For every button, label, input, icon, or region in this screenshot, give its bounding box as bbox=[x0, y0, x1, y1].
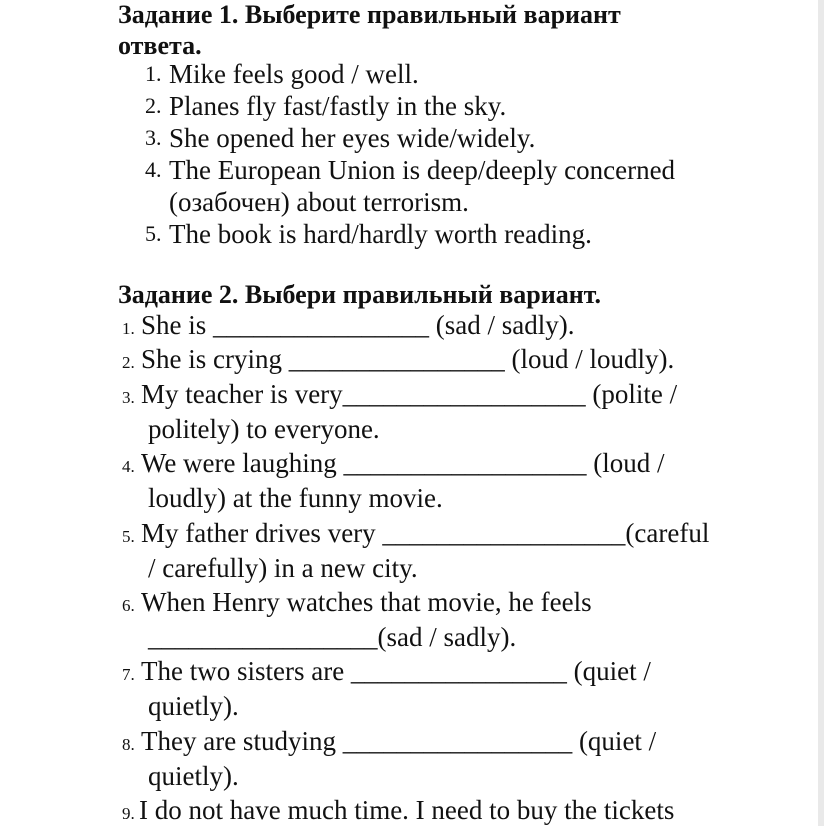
page-edge bbox=[818, 0, 824, 826]
item-number: 3. bbox=[122, 388, 135, 407]
task2-item-text: The two sisters are ________________ (quiet / bbox=[141, 656, 651, 686]
task2-item-text-cont: politely) to everyone. bbox=[148, 414, 380, 444]
task2-item-text-cont: quietly). bbox=[148, 761, 239, 791]
item-text: The European Union is deep/deeply concerned bbox=[169, 155, 676, 185]
task1-title-cont: ответа. bbox=[118, 31, 202, 60]
item-text: Planes fly fast/fastly in the sky. bbox=[169, 91, 507, 121]
item-number: 2. bbox=[145, 93, 162, 118]
task2-title: Задание 2. Выбери правильный вариант. bbox=[118, 280, 601, 309]
item-number: 5. bbox=[122, 527, 135, 546]
item-number: 1. bbox=[145, 61, 162, 86]
task2-item-text: I do not have much time. I need to buy the tickets bbox=[139, 795, 675, 825]
task2-item-text: We were laughing __________________ (loud / bbox=[141, 448, 665, 478]
task2-item-text-cont: / carefully) in a new city. bbox=[148, 553, 418, 583]
task1-item bbox=[145, 122, 675, 154]
item-number: 3. bbox=[145, 125, 162, 150]
item-text-cont: (озабочен) about terrorism. bbox=[169, 187, 469, 217]
item-number: 6. bbox=[122, 596, 135, 615]
item-text: The book is hard/hardly worth reading. bbox=[169, 219, 592, 249]
item-text: Mike feels good / well. bbox=[169, 59, 419, 89]
item-number: 1. bbox=[122, 319, 135, 338]
item-number: 8. bbox=[122, 735, 135, 754]
item-text: She opened her eyes wide/widely. bbox=[169, 123, 536, 153]
item-number: 9. bbox=[122, 804, 135, 823]
task2-item-text: She is ________________ (sad / sadly). bbox=[141, 310, 575, 340]
task2-item-text-cont: quietly). bbox=[148, 691, 239, 721]
task1-item bbox=[145, 218, 675, 250]
task2-item-text: When Henry watches that movie, he feels bbox=[141, 587, 592, 617]
item-number: 5. bbox=[145, 221, 162, 246]
task1-title: Задание 1. Выберите правильный вариант bbox=[118, 0, 621, 29]
task2-item-text: She is crying ________________ (loud / loudly). bbox=[141, 344, 675, 374]
task1-list bbox=[145, 58, 675, 250]
task1-item bbox=[145, 90, 675, 122]
task2-item-text-cont: _________________(sad / sadly). bbox=[148, 622, 517, 652]
task2-item-text-cont: loudly) at the funny movie. bbox=[148, 483, 443, 513]
task1-item bbox=[145, 58, 675, 90]
item-number: 4. bbox=[145, 157, 162, 182]
item-number: 2. bbox=[122, 353, 135, 372]
task2-item-text: My father drives very __________________(careful bbox=[141, 518, 710, 548]
item-number: 7. bbox=[122, 665, 135, 684]
task2-item-text: My teacher is very__________________ (polite / bbox=[141, 379, 678, 409]
task2-item-text: They are studying _________________ (quiet / bbox=[141, 726, 657, 756]
task1-item bbox=[145, 154, 675, 218]
item-number: 4. bbox=[122, 457, 135, 476]
